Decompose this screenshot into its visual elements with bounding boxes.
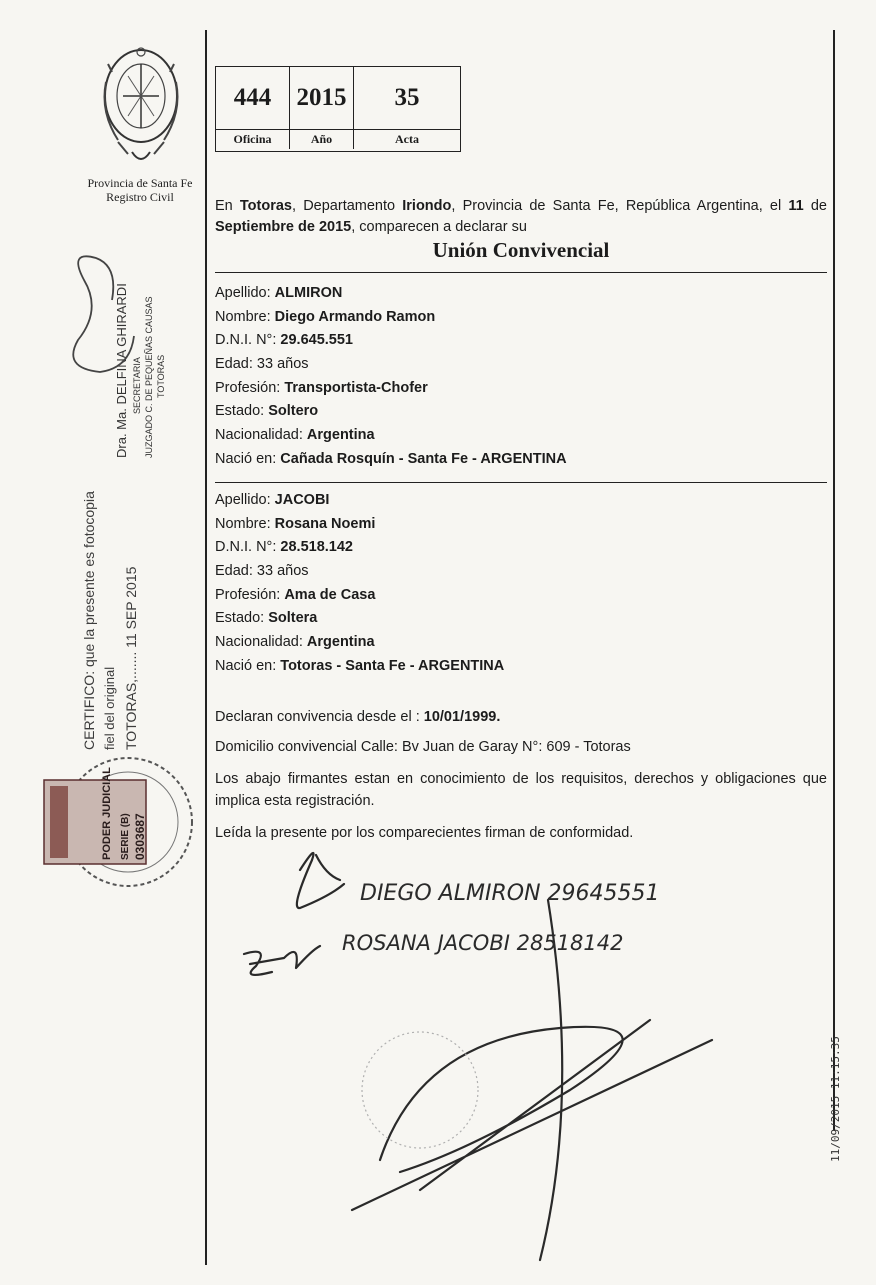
dni-value: 29.645.551 (280, 332, 353, 349)
since-date: 10/01/1999. (423, 709, 501, 725)
certifico-text: CERTIFICO: que la presente es fotocopia (81, 491, 97, 750)
nacionalidad-row (215, 424, 815, 448)
leida-line: Leída la presente por los comparecientes firman de conformidad. (215, 825, 634, 841)
field-label: Profesión: (215, 586, 285, 603)
acta-number: 35 (394, 84, 420, 111)
left-margin-rule (205, 30, 207, 1265)
stamp-number: 0303687 (133, 813, 147, 860)
intro-month-year: Septiembre de 2015 (215, 219, 352, 235)
certifico-text-2: fiel del original (102, 666, 117, 750)
edad-value: 33 años (256, 356, 309, 373)
field-label: D.N.I. N°: (215, 539, 281, 556)
nacio-value: Totoras - Santa Fe - ARGENTINA (280, 657, 505, 674)
signature-1-text: DIEGO ALMIRON 29645551 (360, 881, 660, 906)
nacio-row (215, 655, 815, 679)
stamp-poder-judicial: PODER JUDICIAL (101, 767, 113, 860)
province-label (70, 176, 210, 204)
field-label: Nombre: (215, 308, 275, 325)
dni-row (215, 329, 815, 353)
apellido-value: ALMIRON (274, 285, 343, 301)
field-label: Nacionalidad: (215, 427, 307, 444)
estado-value: Soltero (268, 403, 319, 420)
document-title: Unión Convivencial (432, 238, 610, 262)
intro-department: Iriondo (402, 198, 452, 214)
nombre-value: Diego Armando Ramon (274, 308, 436, 325)
profesion-value: Transportista-Chofer (284, 379, 428, 396)
since-label: Declaran convivencia desde el : (215, 709, 424, 725)
field-label: Estado: (215, 403, 269, 420)
oficina-number: 444 (216, 67, 290, 129)
intro-text: , Provincia de Santa Fe, República Argentina, el (451, 198, 789, 214)
field-label: D.N.I. N°: (215, 332, 281, 349)
profesion-value: Ama de Casa (284, 586, 376, 603)
province-name: Provincia de Santa Fe (87, 176, 193, 190)
timestamp-text: 11/09/2015 11:15:35 (829, 1036, 842, 1162)
intro-text: , comparecen a declarar su (351, 219, 527, 235)
field-label: Apellido: (215, 492, 275, 508)
nombre-row (215, 513, 815, 537)
intro-text: de (803, 198, 827, 214)
estado-row (215, 607, 815, 631)
stamp-serie: SERIE (B) (120, 813, 131, 860)
intro-text: En (215, 198, 240, 214)
dni-row (215, 536, 815, 560)
field-label: Nació en: (215, 657, 281, 674)
secretaria-city: TOTORAS (156, 354, 166, 398)
signature-2-text: ROSANA JACOBI 28518142 (342, 931, 624, 955)
secretaria-court: JUZGADO C. DE PEQUEÑAS CAUSAS (144, 296, 154, 458)
certification-stamp (36, 480, 196, 920)
field-label: Estado: (215, 610, 269, 627)
title-divider (215, 272, 827, 273)
domicilio-line: Domicilio convivencial Calle: Bv Juan de Garay N°: 609 - Totoras (215, 739, 631, 755)
nombre-value: Rosana Noemi (274, 515, 376, 532)
oficina-label: Oficina (216, 129, 290, 149)
requisitos-paragraph: Los abajo firmantes estan en conocimiento de los requisitos, derechos y obligaciones que implica esta registración. (215, 771, 827, 809)
intro-paragraph (215, 196, 827, 238)
certifico-date: TOTORAS,....... 11 SEP 2015 (123, 566, 139, 750)
intro-text: , Departamento (292, 198, 403, 214)
registry-name: Registro Civil (106, 190, 174, 204)
cohabitation-since (215, 706, 827, 728)
nacio-value: Cañada Rosquín - Santa Fe - ARGENTINA (280, 450, 567, 467)
field-label: Edad: (215, 563, 257, 580)
apellido-row (215, 489, 815, 513)
anio-number: 2015 (290, 67, 354, 129)
profesion-row (215, 377, 815, 401)
acta-label: Acta (354, 129, 460, 149)
profesion-row (215, 584, 815, 608)
person-divider (215, 482, 827, 483)
anio-label: Año (290, 129, 354, 149)
province-seal-icon (98, 42, 184, 174)
signature-3-loop (352, 900, 712, 1260)
signature-2-scribble (244, 946, 320, 975)
secretaria-name: Dra. Ma. DELFINA GHIRARDI (114, 283, 129, 458)
field-label: Nació en: (215, 450, 281, 467)
dni-value: 28.518.142 (280, 539, 353, 556)
apellido-value: JACOBI (274, 492, 330, 508)
secretaria-signature (58, 240, 188, 380)
field-label: Nombre: (215, 515, 275, 532)
edad-value: 33 años (256, 563, 309, 580)
nacionalidad-value: Argentina (306, 634, 375, 651)
estado-row (215, 400, 815, 424)
nombre-row (215, 306, 815, 330)
secretaria-role: SECRETARIA (132, 357, 142, 414)
record-number-box (215, 66, 461, 152)
signature-1-scribble (297, 853, 344, 908)
scan-timestamp (822, 1010, 846, 1170)
nacionalidad-row (215, 631, 815, 655)
intro-day: 11 (788, 198, 804, 214)
nacio-row (215, 448, 815, 472)
field-label: Profesión: (215, 379, 285, 396)
right-margin-rule (833, 30, 835, 1130)
field-label: Nacionalidad: (215, 634, 307, 651)
person-1-block (215, 282, 815, 472)
apellido-row (215, 282, 815, 306)
field-label: Apellido: (215, 285, 275, 301)
intro-city: Totoras (239, 198, 293, 214)
edad-row (215, 560, 815, 584)
field-label: Edad: (215, 356, 257, 373)
edad-row (215, 353, 815, 377)
estado-value: Soltera (268, 610, 318, 627)
nacionalidad-value: Argentina (306, 427, 375, 444)
person-2-block (215, 489, 815, 679)
